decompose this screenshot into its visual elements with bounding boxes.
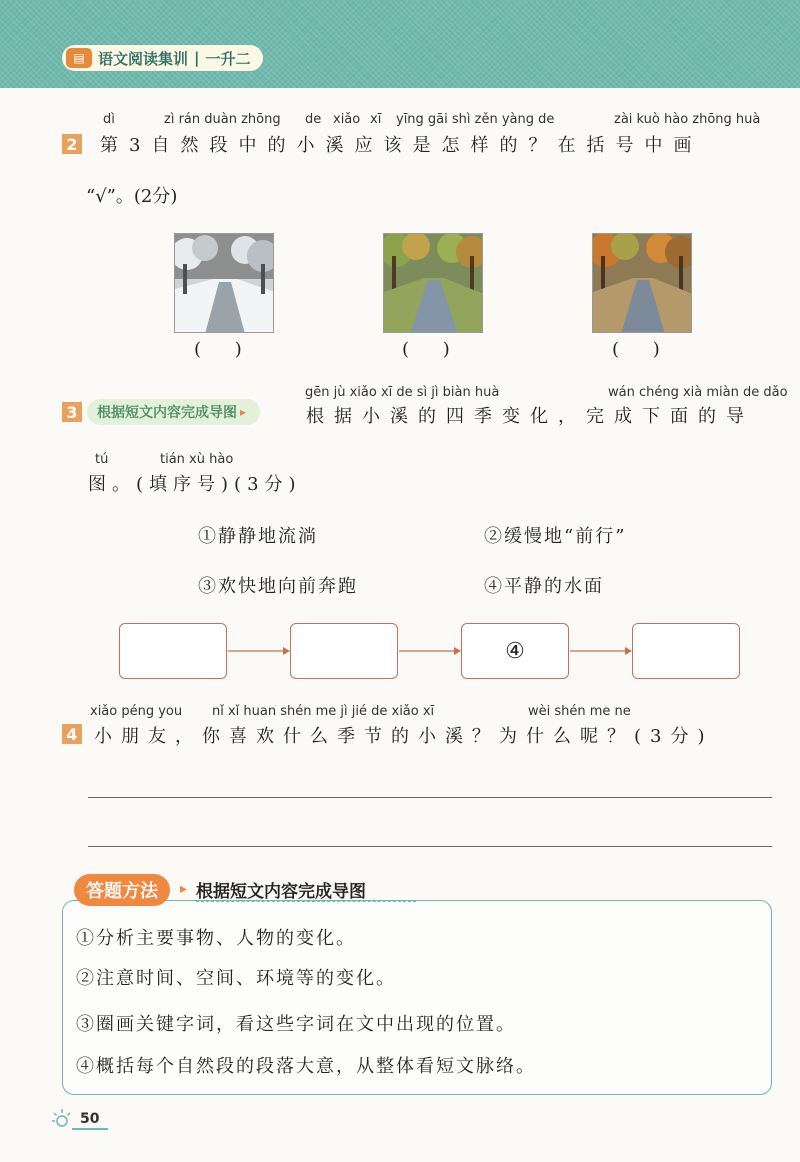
method-item-2: ②注意时间、空间、环境等的变化。 — [76, 968, 396, 989]
method-arrow-icon: ▸ — [180, 881, 188, 897]
q2-pinyin-segment: zì rán duàn zhōng — [164, 112, 281, 127]
question-number-3: 3 — [62, 402, 82, 422]
question-number-4: 4 — [62, 724, 82, 744]
q3-pinyin-1b: wán chéng xià miàn de dǎo — [608, 385, 788, 400]
page-number: 50 — [80, 1111, 100, 1127]
method-heading-underline — [196, 901, 416, 902]
answer-paren-1[interactable]: ( ) — [194, 339, 256, 360]
answer-paren-2[interactable]: ( ) — [402, 339, 464, 360]
book-icon: ▤ — [66, 48, 92, 68]
q2-question-line1: 第3自然段中的小溪应该是怎样的？在括号中画 — [100, 135, 703, 156]
winter-stream-image — [174, 233, 274, 333]
flow-box-4[interactable] — [632, 623, 740, 679]
method-title-pill: 答题方法 — [74, 874, 170, 906]
q2-pinyin-segment: xiǎo — [333, 112, 361, 127]
q3-pinyin-2b: tián xù hào — [160, 452, 234, 467]
question-number-2: 2 — [62, 134, 82, 154]
flow-arrow-3 — [570, 646, 632, 656]
badge-arrow-icon: ▸ — [240, 405, 247, 419]
q3-pinyin-1: gēn jù xiǎo xī de sì jì biàn huà — [305, 385, 500, 400]
autumn-stream-image — [592, 233, 692, 333]
q3-pinyin-2a: tú — [95, 452, 109, 467]
q4-pinyin-1: xiǎo péng you — [90, 704, 183, 719]
flow-box-1[interactable] — [119, 623, 227, 679]
page-header-band — [0, 0, 800, 88]
answer-line-1[interactable] — [88, 797, 772, 798]
grade-label: 一升二 — [205, 49, 251, 68]
summer-stream-image — [383, 233, 483, 333]
q3-question-line1: 根据小溪的四季变化，完成下面的导 — [306, 406, 754, 427]
method-item-4: ④概括每个自然段的段落大意，从整体看短文脉络。 — [76, 1056, 536, 1077]
q2-pinyin-segment: yīng gāi shì zěn yàng de — [396, 112, 555, 127]
q4-pinyin-3: wèi shén me ne — [528, 704, 631, 719]
q3-badge-text: 根据短文内容完成导图 — [97, 405, 237, 421]
q4-question-line: 小朋友，你喜欢什么季节的小溪？为什么呢？(3分) — [94, 726, 714, 747]
series-title: 语文阅读集训 — [98, 49, 189, 68]
method-heading: 根据短文内容完成导图 — [196, 882, 366, 902]
q2-pinyin-segment: zài kuò hào zhōng huà — [614, 112, 761, 127]
q4-pinyin-2: nǐ xǐ huan shén me jì jié de xiǎo xī — [212, 704, 435, 719]
method-item-3: ③圈画关键字词，看这些字词在文中出现的位置。 — [76, 1014, 516, 1035]
q2-pinyin-segment: dì — [103, 112, 115, 127]
flow-arrow-2 — [399, 646, 461, 656]
option-1: ①静静地流淌 — [198, 526, 318, 547]
answer-paren-3[interactable]: ( ) — [612, 339, 674, 360]
q2-question-line2: “√”。(2分) — [86, 186, 178, 207]
flow-box-2[interactable] — [290, 623, 398, 679]
q3-method-badge — [87, 399, 260, 425]
header-separator: | — [194, 49, 200, 67]
answer-line-2[interactable] — [88, 846, 772, 847]
q2-pinyin-segment: de — [305, 112, 322, 127]
q2-pinyin-segment: xī — [370, 112, 382, 127]
flow-arrow-1 — [228, 646, 290, 656]
option-3: ③欢快地向前奔跑 — [198, 576, 358, 597]
series-tag — [62, 45, 263, 71]
page-number-underline — [72, 1128, 108, 1130]
flow-box-3[interactable]: ④ — [461, 623, 569, 679]
option-4: ④平静的水面 — [484, 576, 604, 597]
method-item-1: ①分析主要事物、人物的变化。 — [76, 928, 356, 949]
option-2: ②缓慢地“前行” — [484, 526, 627, 547]
sun-icon — [48, 1105, 74, 1131]
q3-question-line2: 图。(填序号)(3分) — [88, 474, 302, 495]
